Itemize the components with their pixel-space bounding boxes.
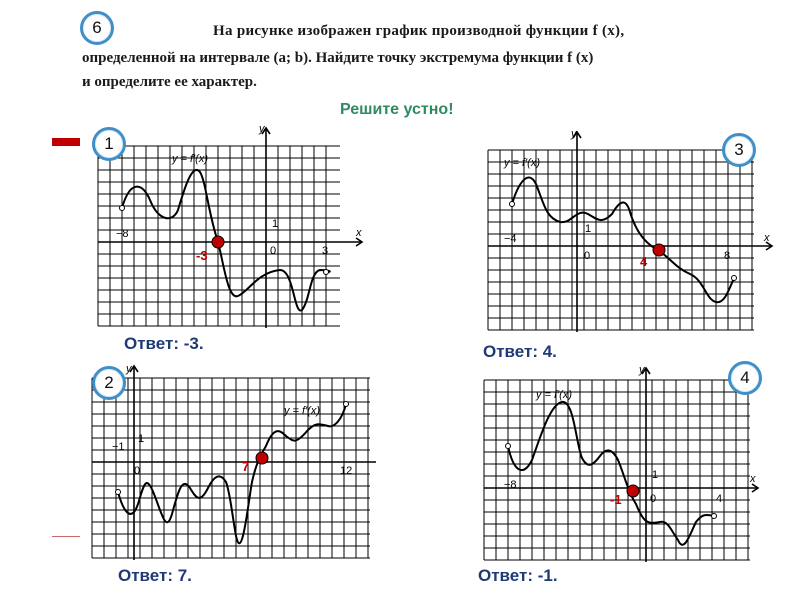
graph-1-end-point: [324, 270, 329, 275]
graph-1-marked-label: -3: [196, 248, 208, 263]
task-number: 6: [92, 18, 102, 37]
decor-line: [52, 536, 80, 537]
graph-4-marked-label: -1: [610, 492, 622, 507]
graph-3-badge-number: 3: [734, 140, 744, 159]
graph-1-badge: [92, 127, 126, 161]
graph-1-func-label: y = f′(x): [172, 153, 208, 165]
graph-2-start-point: [116, 490, 121, 495]
graph-3-axis-y: y: [571, 128, 577, 140]
graph-2-badge-number: 2: [104, 373, 114, 392]
graph-3-marker: [653, 244, 665, 256]
graph-2-end-point: [344, 402, 349, 407]
graph-1-svg: [80, 120, 380, 330]
task-text-line-3: и определите ее характер.: [82, 74, 257, 90]
graph-3-marked-label: 4: [640, 254, 648, 269]
graph-4-marker: [627, 485, 639, 497]
graph-2-axis-y: y: [126, 364, 132, 375]
graph-3-tick-right: 8: [724, 250, 731, 262]
graph-4-tick-right: 4: [716, 493, 723, 505]
graph-1-axis-x: x: [356, 227, 362, 239]
graph-1-tick-y1: 1: [272, 218, 279, 230]
graph-2-axes: [92, 366, 376, 560]
graph-4-end-point: [712, 514, 717, 519]
graph-3-tick-y1: 1: [585, 223, 592, 235]
graph-3-tick-left: −4: [504, 233, 517, 245]
graph-4-curve: [508, 402, 714, 545]
graph-1-axis-y: y: [259, 123, 265, 135]
graph-1-badge-number: 1: [104, 134, 114, 153]
graph-1-start-point: [120, 206, 125, 211]
graph-2-svg: [80, 364, 380, 564]
graph-2-answer: Ответ: 7.: [118, 566, 192, 585]
graph-2-tick-zero: 0: [134, 465, 141, 477]
graph-4-svg: [478, 364, 778, 564]
graph-3-start-point: [510, 202, 515, 207]
graph-2: [80, 364, 380, 564]
task-text-line-1: На рисунке изображен график производной функции f (x),: [213, 23, 625, 39]
task-number-badge: [80, 11, 114, 45]
task-text-line-2: определенной на интервале (a; b). Найдите точку экстремума функции f (x): [82, 50, 594, 66]
graph-1-answer: Ответ: -3.: [124, 334, 204, 353]
graph-2-badge: [92, 366, 126, 400]
graph-1: [80, 120, 380, 330]
graph-1-tick-left: −8: [116, 228, 129, 240]
subtitle: Решите устно!: [340, 101, 454, 118]
graph-1-curve: [122, 170, 330, 311]
graph-4: [478, 364, 778, 564]
decor-red-bar: [52, 138, 80, 146]
graph-4-badge-number: 4: [740, 368, 750, 387]
graph-2-func-label: y = f′(x): [284, 405, 320, 417]
graph-3-end-point: [732, 276, 737, 281]
graph-4-tick-y1: 1: [652, 469, 659, 481]
graph-3-badge: [722, 133, 756, 167]
graph-4-tick-zero: 0: [650, 493, 657, 505]
graph-2-marker: [256, 452, 268, 464]
graph-4-func-label: y = f′(x): [536, 389, 572, 401]
graph-1-tick-right: 3: [322, 245, 329, 257]
graph-4-badge: [728, 361, 762, 395]
graph-1-tick-zero: 0: [270, 245, 277, 257]
graph-3-tick-zero: 0: [584, 250, 591, 262]
graph-3-answer: Ответ: 4.: [483, 342, 557, 361]
graph-2-tick-left: −1: [112, 441, 125, 453]
graph-3-axis-x: x: [764, 232, 770, 244]
graph-4-start-point: [506, 444, 511, 449]
graph-4-answer: Ответ: -1.: [478, 566, 558, 585]
graph-3-curve: [512, 177, 734, 302]
graph-4-axis-y: y: [639, 364, 645, 376]
graph-4-axis-x: x: [750, 473, 756, 485]
graph-2-tick-right: 12: [340, 465, 353, 477]
graph-2-marked-label: 7: [242, 459, 250, 474]
graph-3-func-label: y = f′(x): [504, 157, 540, 169]
graph-2-tick-y1: 1: [138, 433, 145, 445]
graph-4-tick-left: −8: [504, 479, 517, 491]
graph-1-marker: [212, 236, 224, 248]
